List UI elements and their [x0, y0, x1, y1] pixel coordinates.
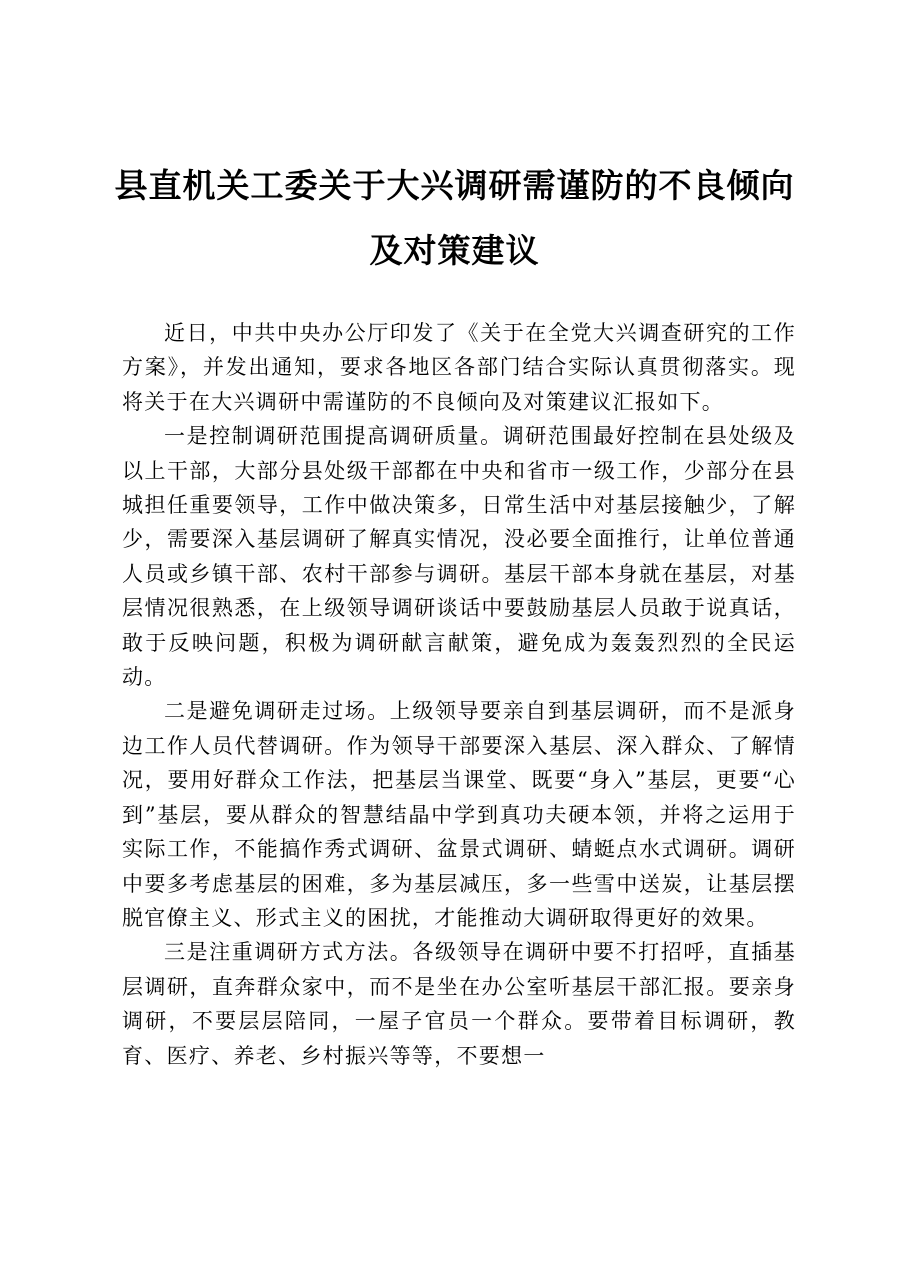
document-body	[122, 316, 796, 1073]
paragraph-point-1: 一是控制调研范围提高调研质量。调研范围最好控制在县处级及以上干部，大部分县处级干部都在中央和省市一级工作，少部分在县城担任重要领导，工作中做决策多，日常生活中对基层接触少，了解少，需要深入基层调研了解真实情况，没必要全面推行，让单位普通人员或乡镇干部、农村干部参与调研。基层干部本身就在基层，对基层情况很熟悉，在上级领导调研谈话中要鼓励基层人员敢于说真话，敢于反映问题，积极为调研献言献策，避免成为轰轰烈烈的全民运动。	[122, 424, 796, 690]
paragraph-intro: 近日，中共中央办公厅印发了《关于在全党大兴调查研究的工作方案》，并发出通知，要求各地区各部门结合实际认真贯彻落实。现将关于在大兴调研中需谨防的不良倾向及对策建议汇报如下。	[122, 321, 796, 414]
paragraph-point-2: 二是避免调研走过场。上级领导要亲自到基层调研，而不是派身边工作人员代替调研。作为领导干部要深入基层、深入群众、了解情况，要用好群众工作法，把基层当课堂、既要“身入”基层，更要“心到”基层，要从群众的智慧结晶中学到真功夫硬本领，并将之运用于实际工作，不能搞作秀式调研、盆景式调研、蜻蜓点水式调研。调研中要多考虑基层的困难，多为基层减压，多一些雪中送炭，让基层摆脱官僚主义、形式主义的困扰，才能推动大调研取得更好的效果。	[122, 699, 796, 930]
paragraph-point-3: 三是注重调研方式方法。各级领导在调研中要不打招呼，直插基层调研，直奔群众家中，而不是坐在办公室听基层干部汇报。要亲身调研，不要层层陪同，一屋子官员一个群众。要带着目标调研，教育、医疗、养老、乡村振兴等等，不要想一	[122, 940, 796, 1068]
document-title-line-2: 及对策建议	[369, 231, 540, 270]
document-title-line-1: 县直机关工委关于大兴调研需谨防的不良倾向	[114, 166, 795, 205]
